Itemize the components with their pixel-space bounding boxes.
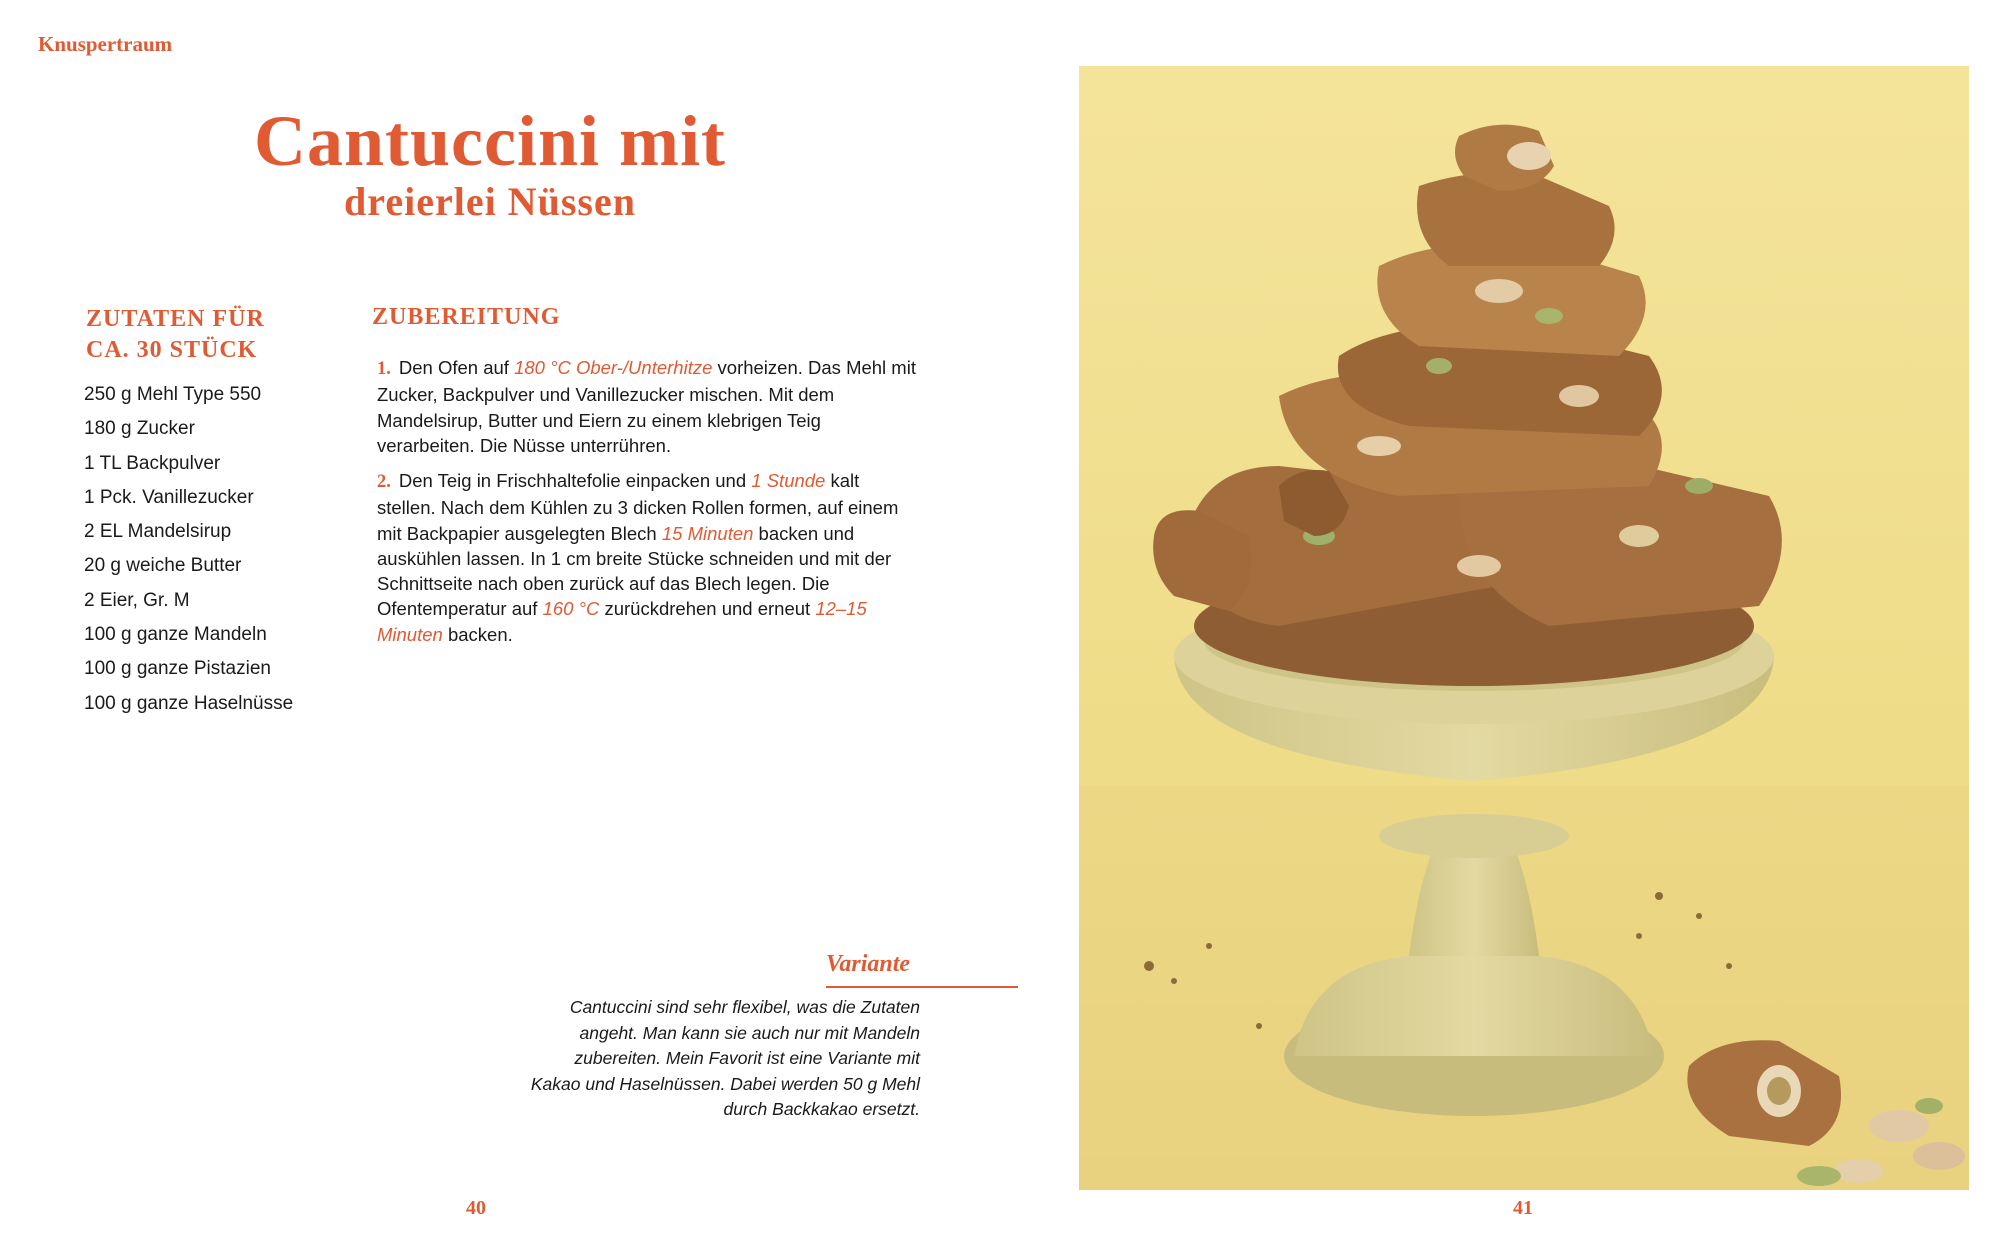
ingredient-item: 180 g Zucker [84, 418, 195, 440]
variant-title: Variante [826, 951, 911, 977]
ingredient-item: 100 g ganze Pistazien [84, 658, 271, 680]
step-text: backen. [442, 623, 513, 645]
ingredient-item: 1 TL Backpulver [84, 452, 221, 474]
ingredients-list [84, 378, 293, 721]
step-text: Den Ofen auf [398, 357, 515, 378]
step-text: backen und auskühlen lassen. In 1 cm breite Stücke schneiden und mit der Schnittseite nach oben zurück auf das Blech legen. Die Ofentemperatur auf [377, 522, 892, 620]
step-highlight: 180 °C Ober-/Unterhitze [514, 357, 713, 378]
recipe-subtitle: dreierlei Nüssen [344, 179, 636, 224]
step-text: vorheizen. Das Mehl mit Zucker, Backpulver und Vanillezucker mischen. Mit dem Mandelsirup, Butter und Eiern zu einem klebrigen Teig verarbeiten. Die Nüsse unterrühren. [377, 357, 916, 456]
ingredient-item: 2 Eier, Gr. M [84, 589, 190, 611]
ingredient-item: 2 EL Mandelsirup [84, 521, 232, 543]
preparation-step-1 [377, 355, 917, 458]
step-number: 2. [377, 472, 391, 492]
step-text: kalt stellen. Nach dem Kühlen zu 3 dicken Rollen formen, auf einem mit Backpapier ausgelegten Blech [377, 470, 899, 544]
step-highlight: 160 °C [542, 598, 600, 620]
ingredient-item: 20 g weiche Butter [84, 555, 242, 577]
ingredients-heading-line1: ZUTATEN FÜR [86, 306, 265, 332]
step-text: Den Teig in Frischhaltefolie einpacken und [398, 470, 752, 491]
preparation-step-2 [377, 468, 917, 647]
ingredient-item: 100 g ganze Mandeln [84, 624, 267, 646]
ingredients-heading [86, 304, 346, 366]
recipe-title: Cantuccini mit [254, 101, 726, 181]
variant-divider [826, 986, 1018, 988]
chapter-title: Knuspertraum [38, 32, 173, 56]
page-number-left: 40 [466, 1197, 486, 1219]
ingredient-item: 100 g ganze Haselnüsse [84, 692, 294, 714]
cantuccini-photo [1079, 66, 1969, 1190]
ingredient-item: 1 Pck. Vanillezucker [84, 486, 254, 508]
ingredient-item: 250 g Mehl Type 550 [84, 384, 262, 405]
step-highlight: 12–15 Minuten [377, 598, 867, 645]
page-number-right: 41 [1513, 1197, 1533, 1219]
step-number: 1. [377, 359, 391, 379]
variant-text: Cantuccini sind sehr flexibel, was die Zutaten angeht. Man kann sie auch nur mit Mandeln zubereiten. Mein Favorit ist eine Variante mit Kakao und Haselnüssen. Dabei werden 50 g Mehl durch Backkakao ersetzt. [530, 997, 920, 1119]
step-text: zurückdrehen und erneut [599, 598, 816, 620]
preparation-heading: ZUBEREITUNG [372, 304, 561, 330]
ingredients-heading-line2: CA. 30 STÜCK [86, 337, 258, 363]
step-highlight: 1 Stunde [751, 470, 826, 491]
step-highlight: 15 Minuten [661, 522, 754, 544]
